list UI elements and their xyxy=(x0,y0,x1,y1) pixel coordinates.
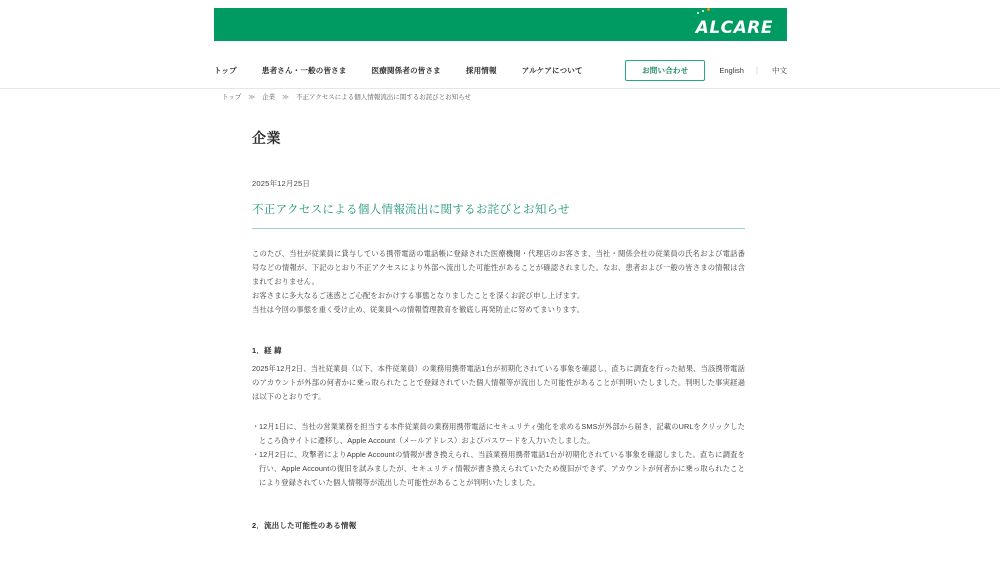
logo-text: ALCARE xyxy=(695,17,773,38)
breadcrumb-separator-icon: ≫ xyxy=(248,93,256,101)
nav-item-about-alcare[interactable]: アルケアについて xyxy=(521,65,583,75)
header-divider xyxy=(0,88,1000,89)
section-background xyxy=(252,345,745,490)
list-item-text: 12月2日に、攻撃者によりApple Accountの情報が書き換えられ、当該業務用携帯電話1台が初期化されている事象を確認しました。直ちに調査を行い、Apple Accountの復旧を試みましたが、セキュリティ情報が書き換えられていたため復旧ができず、アカウントが何者かに乗っ取られたことにより登録されていた個人情報等が流出した可能性があることが判明いたしました。 xyxy=(259,450,745,487)
breadcrumb-separator-icon: ≫ xyxy=(282,93,289,101)
breadcrumb-item-top[interactable]: トップ xyxy=(222,94,242,101)
nav-utility xyxy=(625,60,787,81)
global-nav xyxy=(214,55,787,85)
intro-paragraph-2: お客さまに多大なるご迷惑とご心配をおかけする事態となりましたことを深くお詫び申し上げます。 xyxy=(252,291,585,300)
section-leaked-information xyxy=(252,520,745,531)
bullet-marker-icon: ・ xyxy=(252,450,260,459)
nav-links xyxy=(214,65,608,76)
breadcrumb-item-corporate[interactable]: 企業 xyxy=(262,94,276,101)
intro-paragraph-3: 当社は今回の事態を重く受け止め、従業員への情報管理教育を徹底し再発防止に努めてまいります。 xyxy=(252,305,584,314)
alcare-logo[interactable] xyxy=(696,13,773,37)
section-1-bullet-list xyxy=(252,420,745,490)
site-header xyxy=(214,8,787,41)
article-date: 2025年12月25日 xyxy=(252,179,311,188)
list-item xyxy=(252,448,745,490)
section-1-paragraph: 2025年12月2日、当社従業員（以下、本件従業員）の業務用携帯電話1台が初期化されている事象を確認し、直ちに調査を行った結果、当該携帯電話のアカウントが外部の何者かに乗っ取られたことで登録されていた個人情報等が流出した可能性があることが判明いたしました。判明した事実経過は以下のとおりです。 xyxy=(252,364,745,401)
logo-dot-medium-icon xyxy=(702,10,705,13)
main-content xyxy=(252,128,745,537)
lang-english-link[interactable]: English xyxy=(719,65,744,75)
article-title-rule xyxy=(252,228,745,229)
section-1-heading: 1．経 緯 xyxy=(252,346,282,355)
breadcrumb xyxy=(222,92,471,101)
lang-chinese-link[interactable]: 中文 xyxy=(772,65,787,75)
contact-button[interactable]: お問い合わせ xyxy=(625,60,705,81)
article-intro xyxy=(252,247,745,317)
intro-paragraph-1: このたび、当社が従業員に貸与している携帯電話の電話帳に登録された医療機関・代理店のお客さま、当社・関係会社の従業員の氏名および電話番号などの情報が、下記のとおり不正アクセスにより外部へ流出した可能性があることが確認されました。なお、患者および一般の皆さまの情報は含まれておりません。 xyxy=(252,249,745,286)
bullet-marker-icon: ・ xyxy=(252,422,260,431)
section-2-heading: 2．流出した可能性のある情報 xyxy=(252,521,357,530)
logo-dot-small-icon xyxy=(697,12,699,14)
nav-item-top[interactable]: トップ xyxy=(214,65,237,75)
lang-separator: | xyxy=(755,65,758,75)
article-title: 不正アクセスによる個人情報流出に関するお詫びとお知らせ xyxy=(252,204,570,216)
list-item xyxy=(252,420,745,448)
breadcrumb-item-current: 不正アクセスによる個人情報流出に関するお詫びとお知らせ xyxy=(295,94,472,101)
nav-item-patients[interactable]: 患者さん・一般の皆さま xyxy=(261,65,347,75)
list-item-text: 12月1日に、当社の営業業務を担当する本件従業員の業務用携帯電話にセキュリティ強化を求めるSMSが外部から届き、記載のURLをクリックしたところ偽サイトに遷移し、Apple Account（メールアドレス）およびパスワードを入力いたしました。 xyxy=(259,422,745,445)
nav-item-medical-professionals[interactable]: 医療関係者の皆さま xyxy=(371,65,441,75)
page-title: 企業 xyxy=(252,130,281,146)
logo-dot-accent-icon xyxy=(707,8,711,12)
nav-item-recruit[interactable]: 採用情報 xyxy=(465,65,497,75)
